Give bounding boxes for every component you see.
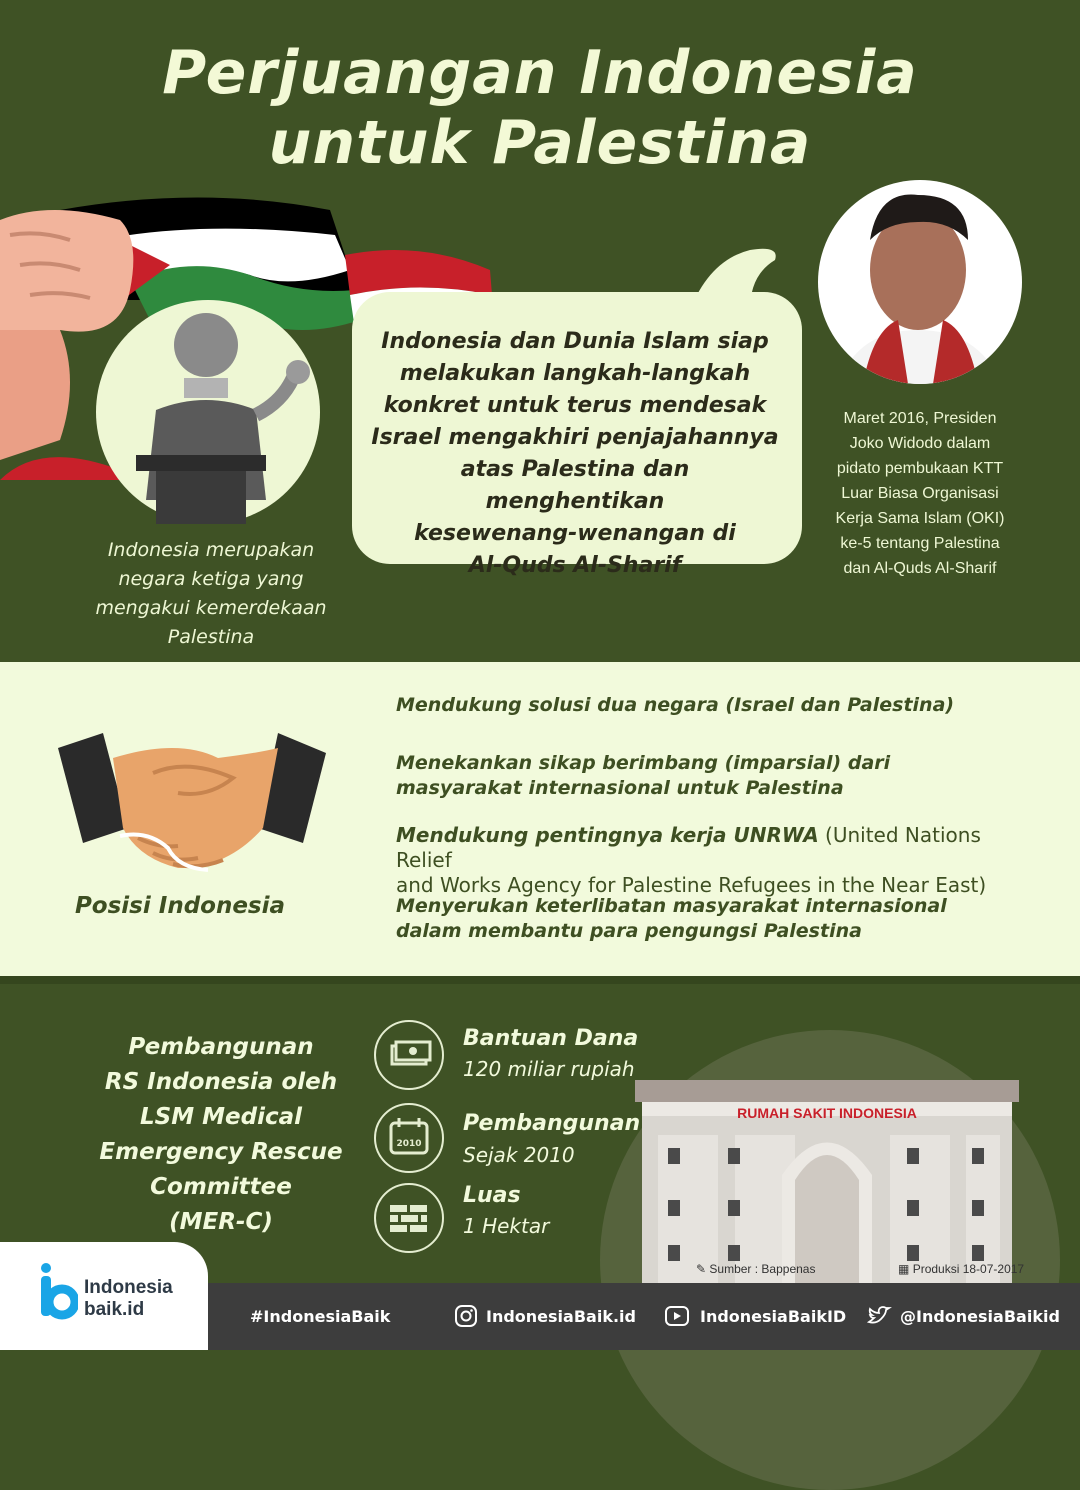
indonesiabaik-logo-icon — [38, 1262, 78, 1322]
logo-line-1: Indonesia — [84, 1277, 173, 1298]
produksi-text: Produksi 18-07-2017 — [912, 1262, 1025, 1276]
posisi-item-line: Menyerukan keterlibatan masyarakat internasional — [396, 895, 947, 917]
quote-line: Indonesia dan Dunia Islam siap — [381, 329, 769, 354]
speaker-icon — [96, 300, 320, 524]
hospital-building — [630, 1080, 1030, 1283]
hospital-heading-line: (MER-C) — [169, 1209, 273, 1235]
fact-title: Bantuan Dana — [463, 1026, 639, 1051]
twitter-icon[interactable] — [866, 1304, 892, 1328]
hospital-heading-line: LSM Medical — [140, 1104, 302, 1130]
left-caption-line: Palestina — [167, 626, 255, 648]
brick-wall-icon — [374, 1183, 444, 1253]
posisi-title: Posisi Indonesia — [74, 893, 286, 919]
right-caption-line: ke-5 tentang Palestina — [840, 535, 1000, 552]
fact-title: Luas — [463, 1183, 521, 1208]
quote-line: melakukan langkah-langkah — [399, 361, 751, 386]
posisi-item-line: Menekankan sikap berimbang (imparsial) dari — [396, 752, 891, 774]
left-caption-line: mengakui kemerdekaan — [95, 597, 327, 619]
youtube-icon[interactable] — [664, 1304, 690, 1328]
hospital-heading-line: Emergency Rescue — [99, 1139, 343, 1165]
hospital-heading — [96, 1030, 346, 1240]
source-text: Sumber : Bappenas — [709, 1262, 816, 1276]
president-portrait — [818, 180, 1022, 384]
left-caption — [86, 536, 336, 652]
fact-sub: 120 miliar rupiah — [463, 1057, 635, 1081]
left-caption-line: negara ketiga yang — [118, 568, 304, 590]
right-caption-line: Luar Biasa Organisasi — [841, 485, 999, 502]
twitter-link[interactable]: @IndonesiaBaikid — [900, 1307, 1060, 1326]
youtube-link[interactable]: IndonesiaBaikID — [700, 1307, 847, 1326]
logo-line-2: baik.id — [84, 1299, 145, 1320]
quote-text — [370, 326, 780, 582]
posisi-item-line: and Works Agency for Palestine Refugees in the Near East) — [396, 873, 987, 897]
calendar-small-icon: ▦ — [898, 1262, 910, 1276]
quote-line: Israel mengakhiri penjajahannya — [371, 425, 779, 450]
left-caption-line: Indonesia merupakan — [107, 539, 315, 561]
building-sign: RUMAH SAKIT INDONESIA — [737, 1105, 917, 1121]
right-caption-line: dan Al-Quds Al-Sharif — [843, 560, 997, 577]
quote-line: atas Palestina dan menghentikan — [460, 457, 690, 514]
hospital-heading-line: Pembangunan — [128, 1034, 314, 1060]
title-line-1: Perjuangan Indonesia — [162, 38, 918, 108]
right-caption-line: pidato pembukaan KTT — [836, 460, 1004, 477]
page-title — [0, 38, 1080, 178]
logo-text — [84, 1277, 173, 1321]
right-caption-line: Kerja Sama Islam (OKI) — [835, 510, 1005, 527]
posisi-item-1 — [396, 693, 1036, 718]
fact-sub: 1 Hektar — [463, 1214, 550, 1238]
posisi-item-4 — [396, 894, 1036, 944]
posisi-item-line: (United Nations Relief — [396, 823, 981, 872]
hospital-heading-line: Committee — [150, 1174, 292, 1200]
posisi-item-3 — [396, 823, 1036, 898]
source-note — [696, 1262, 815, 1276]
quote-line: kesewenang-wenangan di — [414, 521, 736, 546]
calendar-year: 2010 — [396, 1139, 422, 1149]
posisi-item-2 — [396, 751, 1036, 801]
pin-icon: ✎ — [696, 1262, 707, 1276]
produksi-note — [898, 1262, 1024, 1276]
handshake-icon — [58, 718, 328, 878]
right-caption-line: Maret 2016, Presiden — [843, 410, 997, 427]
quote-line: Al-Quds Al-Sharif — [468, 553, 682, 578]
title-line-2: untuk Palestina — [268, 108, 812, 178]
right-caption — [820, 406, 1020, 581]
fact-title: Pembangunan — [463, 1111, 641, 1136]
fact-sub: Sejak 2010 — [463, 1143, 575, 1167]
posisi-item-line: dalam membantu para pengungsi Palestina — [396, 920, 862, 942]
posisi-item-line: Mendukung pentingnya kerja UNRWA — [396, 823, 819, 847]
right-caption-line: Joko Widodo dalam — [849, 435, 991, 452]
instagram-link[interactable]: IndonesiaBaik.id — [486, 1307, 636, 1326]
posisi-item-line: masyarakat internasional untuk Palestina — [396, 777, 844, 799]
posisi-item-line: Mendukung solusi dua negara (Israel dan Palestina) — [396, 694, 955, 716]
panel-shadow — [0, 976, 1080, 984]
instagram-icon[interactable] — [454, 1304, 478, 1328]
hashtag[interactable]: #IndonesiaBaik — [250, 1307, 391, 1326]
hospital-heading-line: RS Indonesia oleh — [104, 1069, 338, 1095]
quote-line: konkret untuk terus mendesak — [383, 393, 767, 418]
calendar-icon — [374, 1103, 444, 1173]
money-icon — [374, 1020, 444, 1090]
